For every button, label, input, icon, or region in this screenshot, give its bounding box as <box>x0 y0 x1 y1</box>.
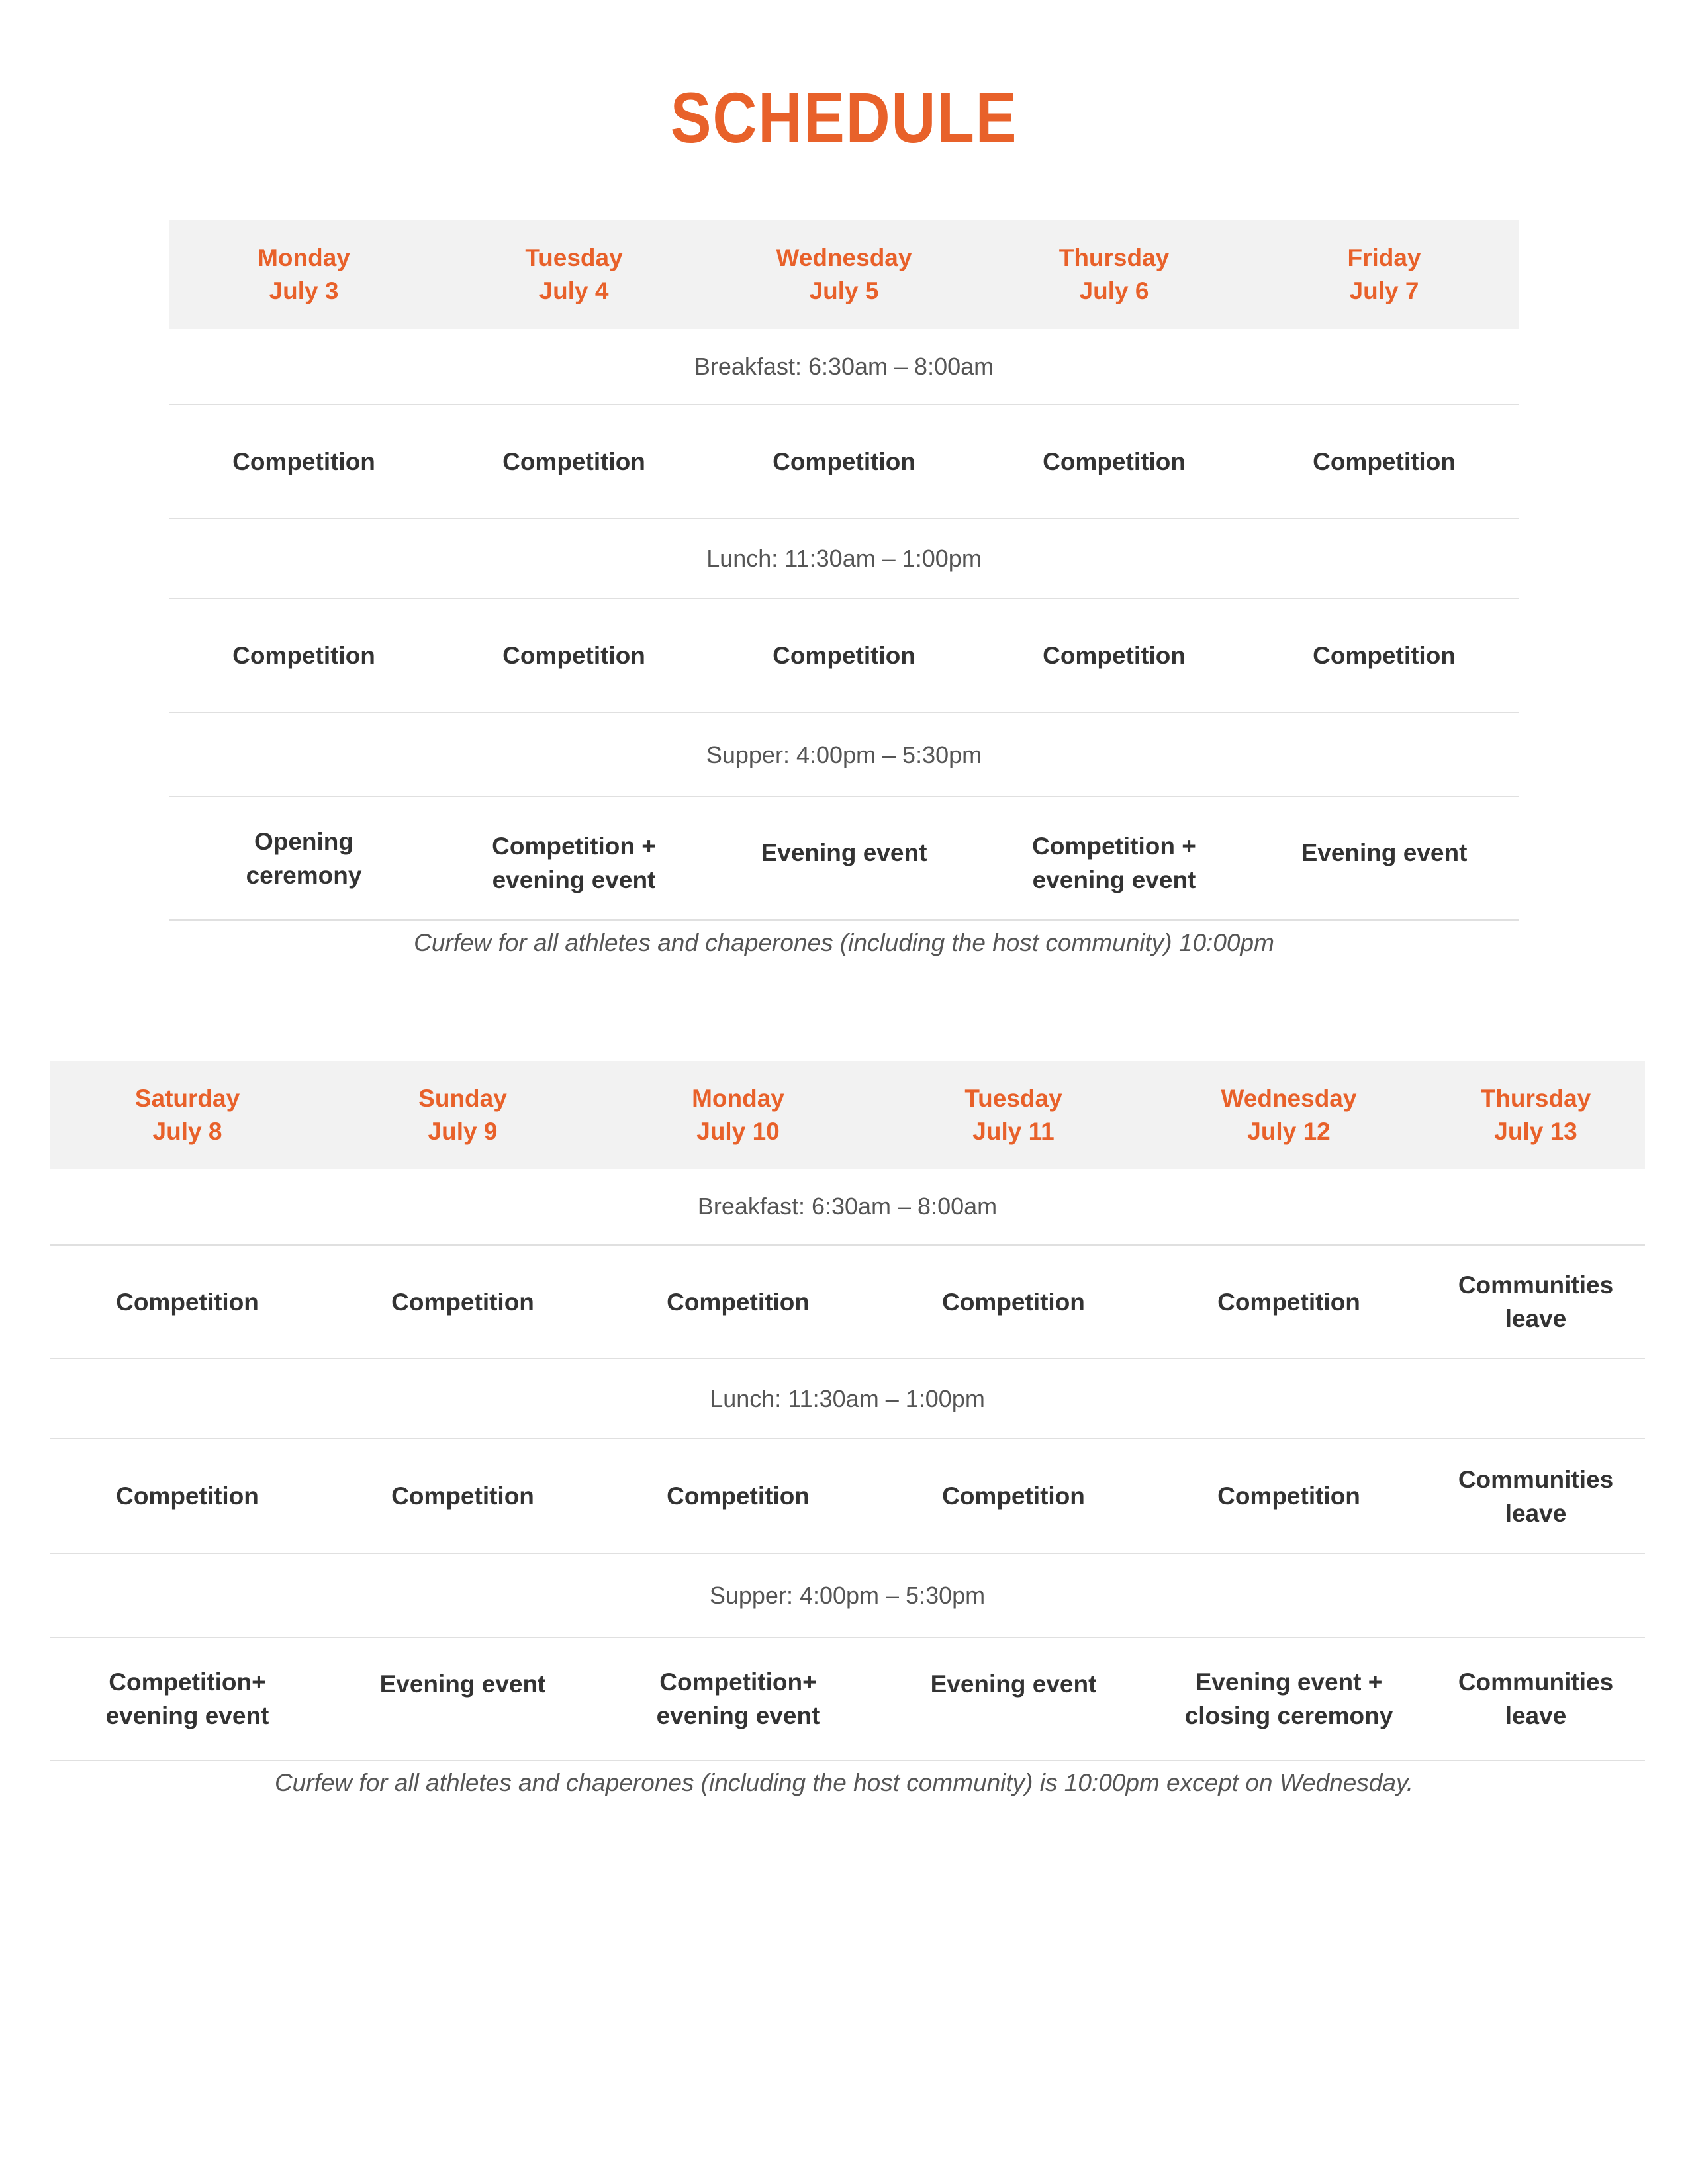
activity-cell <box>325 1637 600 1760</box>
curfew-note-week2: Curfew for all athletes and chaperones (including the host community) is 10:00pm except on Wednesday. <box>274 1769 1414 1796</box>
day-header <box>169 220 439 329</box>
morning-activity-row <box>50 1245 1645 1359</box>
day-date: July 8 <box>152 1117 222 1145</box>
activity-cell <box>1151 1245 1427 1359</box>
activity-line: Competition+ <box>659 1668 817 1696</box>
activity-line: Competition <box>391 1482 534 1510</box>
day-header <box>50 1061 325 1169</box>
activity-line: leave <box>1505 1499 1567 1527</box>
activity-line: evening event <box>1032 866 1196 893</box>
day-name: Thursday <box>1480 1084 1591 1112</box>
activity-line: evening event <box>105 1702 269 1729</box>
day-header <box>1427 1061 1645 1169</box>
activity-cell <box>325 1245 600 1359</box>
activity-cell <box>325 1439 600 1553</box>
activity-line: Competition <box>667 1288 810 1316</box>
day-date: July 10 <box>696 1117 780 1145</box>
activity-line: leave <box>1505 1702 1567 1729</box>
activity-cell <box>600 1245 876 1359</box>
breakfast-row <box>50 1169 1645 1245</box>
activity-line: leave <box>1505 1305 1567 1332</box>
activity-cell: Competition <box>1249 598 1519 713</box>
day-name: Monday <box>692 1084 784 1112</box>
activity-cell <box>1249 797 1519 920</box>
activity-cell <box>709 797 979 920</box>
activity-cell <box>1151 1637 1427 1760</box>
day-header <box>600 1061 876 1169</box>
activity-cell: Competition <box>979 404 1249 518</box>
activity-cell <box>439 797 709 920</box>
activity-line: Evening event <box>379 1670 546 1698</box>
activity-line: Opening <box>254 828 354 855</box>
day-date: July 6 <box>1079 277 1149 304</box>
supper-time: Supper: 4:00pm – 5:30pm <box>50 1553 1645 1637</box>
day-header-row <box>50 1061 1645 1169</box>
day-name: Wednesday <box>1221 1084 1357 1112</box>
day-date: July 9 <box>428 1117 498 1145</box>
activity-cell <box>600 1637 876 1760</box>
activity-cell <box>1151 1439 1427 1553</box>
activity-line: Evening event + <box>1195 1668 1383 1696</box>
activity-cell: Competition <box>709 598 979 713</box>
supper-time: Supper: 4:00pm – 5:30pm <box>169 713 1519 797</box>
activity-line: Competition <box>942 1482 1085 1510</box>
day-name: Friday <box>1347 244 1421 271</box>
activity-cell <box>50 1439 325 1553</box>
activity-line: closing ceremony <box>1184 1702 1393 1729</box>
activity-line: evening event <box>492 866 656 893</box>
morning-activity-row <box>169 404 1519 518</box>
activity-line: Competition <box>391 1288 534 1316</box>
activity-line: evening event <box>656 1702 820 1729</box>
day-header <box>325 1061 600 1169</box>
schedule-table-week1 <box>169 220 1519 921</box>
supper-row <box>50 1553 1645 1637</box>
activity-line: Communities <box>1458 1271 1614 1298</box>
activity-line: Evening event <box>761 839 927 866</box>
day-date: July 4 <box>539 277 609 304</box>
activity-cell <box>1427 1245 1645 1359</box>
activity-cell: Competition <box>439 404 709 518</box>
activity-line: Competition <box>942 1288 1085 1316</box>
activity-line: Evening event <box>930 1670 1097 1698</box>
activity-cell: Competition <box>709 404 979 518</box>
day-header <box>876 1061 1151 1169</box>
activity-line: Competition <box>116 1288 259 1316</box>
activity-cell <box>979 797 1249 920</box>
day-header <box>979 220 1249 329</box>
activity-cell <box>1427 1439 1645 1553</box>
activity-cell <box>1427 1637 1645 1760</box>
activity-cell <box>876 1439 1151 1553</box>
lunch-time: Lunch: 11:30am – 1:00pm <box>169 518 1519 598</box>
activity-cell <box>876 1637 1151 1760</box>
day-name: Saturday <box>134 1084 240 1112</box>
activity-line: Competition+ <box>109 1668 266 1696</box>
afternoon-activity-row <box>169 598 1519 713</box>
schedule-table-week2 <box>50 1061 1645 1761</box>
activity-line: Communities <box>1458 1668 1614 1696</box>
activity-cell: Competition <box>979 598 1249 713</box>
day-header <box>709 220 979 329</box>
day-date: July 11 <box>972 1117 1055 1145</box>
day-name: Tuesday <box>964 1084 1062 1112</box>
day-date: July 5 <box>809 277 879 304</box>
activity-line: Competition <box>1217 1482 1360 1510</box>
breakfast-time: Breakfast: 6:30am – 8:00am <box>169 329 1519 404</box>
activity-line: Competition <box>1217 1288 1360 1316</box>
breakfast-row <box>169 329 1519 404</box>
lunch-time: Lunch: 11:30am – 1:00pm <box>50 1359 1645 1439</box>
activity-cell <box>169 797 439 920</box>
lunch-row <box>169 518 1519 598</box>
activity-line: Competition + <box>1032 833 1196 860</box>
day-date: July 13 <box>1494 1117 1577 1145</box>
curfew-note-week1: Curfew for all athletes and chaperones (including the host community) 10:00pm <box>414 929 1274 956</box>
activity-line: Competition + <box>492 833 656 860</box>
activity-cell: Competition <box>169 404 439 518</box>
activity-line: Competition <box>667 1482 810 1510</box>
day-date: July 12 <box>1247 1117 1331 1145</box>
activity-cell: Competition <box>439 598 709 713</box>
day-name: Monday <box>258 244 350 271</box>
day-name: Wednesday <box>776 244 912 271</box>
activity-cell <box>600 1439 876 1553</box>
activity-cell: Competition <box>169 598 439 713</box>
day-header <box>1151 1061 1427 1169</box>
activity-cell: Competition <box>1249 404 1519 518</box>
page-title: SCHEDULE <box>670 77 1018 158</box>
activity-line: Communities <box>1458 1465 1614 1493</box>
day-name: Tuesday <box>525 244 623 271</box>
supper-row <box>169 713 1519 797</box>
day-header-row <box>169 220 1519 329</box>
day-name: Thursday <box>1058 244 1170 271</box>
activity-line: Evening event <box>1301 839 1468 866</box>
day-header <box>439 220 709 329</box>
day-date: July 3 <box>269 277 339 304</box>
activity-cell <box>50 1637 325 1760</box>
activity-line: Competition <box>116 1482 259 1510</box>
breakfast-time: Breakfast: 6:30am – 8:00am <box>50 1169 1645 1245</box>
activity-line: ceremony <box>246 862 362 889</box>
day-name: Sunday <box>418 1084 507 1112</box>
lunch-row <box>50 1359 1645 1439</box>
day-date: July 7 <box>1349 277 1419 304</box>
activity-cell <box>50 1245 325 1359</box>
evening-activity-row <box>50 1637 1645 1760</box>
activity-cell <box>876 1245 1151 1359</box>
afternoon-activity-row <box>50 1439 1645 1553</box>
day-header <box>1249 220 1519 329</box>
evening-activity-row <box>169 797 1519 920</box>
